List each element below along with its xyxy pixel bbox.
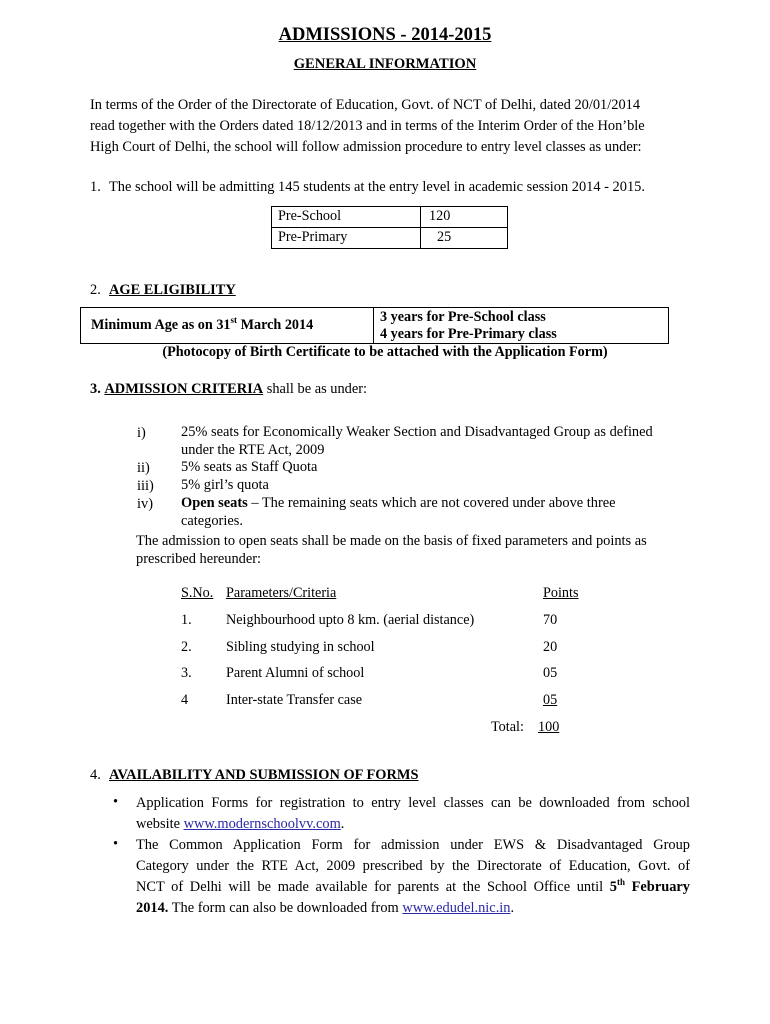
table-row <box>272 228 508 249</box>
points-row-value: 05 <box>543 665 558 681</box>
intro-line: read together with the Orders dated 18/12/2013 and in terms of the Interim Order of the Hon’ble <box>90 118 645 134</box>
section-heading-suffix: shall be as under: <box>263 381 368 397</box>
page-title: ADMISSIONS - 2014-2015 <box>278 25 492 45</box>
points-row-param: Parent Alumni of school <box>226 665 365 681</box>
table-row <box>81 308 669 344</box>
section-1-text: The school will be admitting 145 students at the entry level in academic session 2014 - 2015. <box>109 179 645 195</box>
criteria-text: 5% girl’s quota <box>181 477 269 493</box>
edudel-website-link[interactable]: www.edudel.nic.in <box>402 900 511 916</box>
section-2-heading <box>90 281 236 299</box>
intro-line: High Court of Delhi, the school will follow admission procedure to entry level classes as under: <box>90 139 642 155</box>
age-values <box>374 308 669 344</box>
criteria-number: iv) <box>137 496 153 512</box>
bullet-icon: • <box>113 794 119 810</box>
table-row <box>272 207 508 228</box>
criteria-text: 5% seats as Staff Quota <box>181 459 318 475</box>
seat-class: Pre-Primary <box>272 228 421 249</box>
open-seats-paragraph: The admission to open seats shall be made on the basis of fixed parameters and points as prescribed hereunder: <box>136 533 647 567</box>
points-header-param: Parameters/Criteria <box>226 585 337 601</box>
points-row-param: Sibling studying in school <box>226 639 375 655</box>
section-heading: ADMISSION CRITERIA <box>104 381 264 397</box>
section-number: 1. <box>90 179 101 195</box>
seat-count: 120 <box>421 207 508 228</box>
seat-count: 25 <box>421 228 508 249</box>
points-header-sno: S.No. <box>181 585 214 601</box>
bullet-icon: • <box>113 836 119 852</box>
section-3-heading <box>90 380 367 398</box>
section-number: 4. <box>90 767 101 783</box>
points-header-points: Points <box>543 585 579 601</box>
intro-line: In terms of the Order of the Directorate of Education, Govt. of NCT of Delhi, dated 20/01/2014 <box>90 97 641 113</box>
age-value: 3 years for Pre-School class <box>380 308 546 325</box>
points-row-param: Neighbourhood upto 8 km. (aerial distance) <box>226 612 475 628</box>
age-label: Minimum Age as on 31st March 2014 <box>81 308 374 344</box>
points-row-value: 70 <box>543 612 558 628</box>
points-row-sno: 3. <box>181 665 192 681</box>
section-number: 2. <box>90 282 101 298</box>
school-website-link[interactable]: www.modernschoolvv.com <box>183 816 341 832</box>
criteria-number: ii) <box>137 460 150 476</box>
criteria-number: iii) <box>137 478 154 494</box>
criteria-number: i) <box>137 425 146 441</box>
bullet-text: Application Forms for registration to entry level classes can be downloaded from school website www.modernschoolvv.com. <box>136 795 690 832</box>
bullet-text: The Common Application Form for admission under EWS & Disadvantaged Group Category under the RTE Act, 2009 prescribed by the Directorate of Education, Govt. of NCT of Delhi will be made available for parents at the School Office until 5th February 2014. The form can also be downloaded from www.edudel.nic.in. <box>136 837 690 916</box>
page-subtitle: GENERAL INFORMATION <box>293 56 477 72</box>
age-value: 4 years for Pre-Primary class <box>380 325 557 342</box>
section-heading: AGE ELIGIBILITY <box>109 282 236 298</box>
age-eligibility-table <box>80 307 669 344</box>
points-row-value: 05 <box>543 692 558 708</box>
points-row-value: 20 <box>543 639 558 655</box>
points-total-value: 100 <box>538 719 560 735</box>
criteria-text: 25% seats for Economically Weaker Section and Disadvantaged Group as defined under the RTE Act, 2009 <box>181 424 653 458</box>
birth-certificate-note: (Photocopy of Birth Certificate to be attached with the Application Form) <box>162 344 608 360</box>
points-total-label: Total: <box>491 719 524 735</box>
section-4-heading <box>90 766 418 784</box>
section-heading: AVAILABILITY AND SUBMISSION OF FORMS <box>109 767 419 783</box>
seat-class: Pre-School <box>272 207 421 228</box>
points-row-sno: 1. <box>181 612 192 628</box>
points-row-sno: 2. <box>181 639 192 655</box>
section-number: 3. <box>90 381 101 397</box>
seats-table <box>271 206 508 249</box>
section-1-intake <box>90 178 645 196</box>
intro-paragraph <box>90 95 690 158</box>
points-row-sno: 4 <box>181 692 189 708</box>
points-row-param: Inter-state Transfer case <box>226 692 363 708</box>
criteria-text: Open seats – The remaining seats which are not covered under above three categories. <box>181 495 616 529</box>
